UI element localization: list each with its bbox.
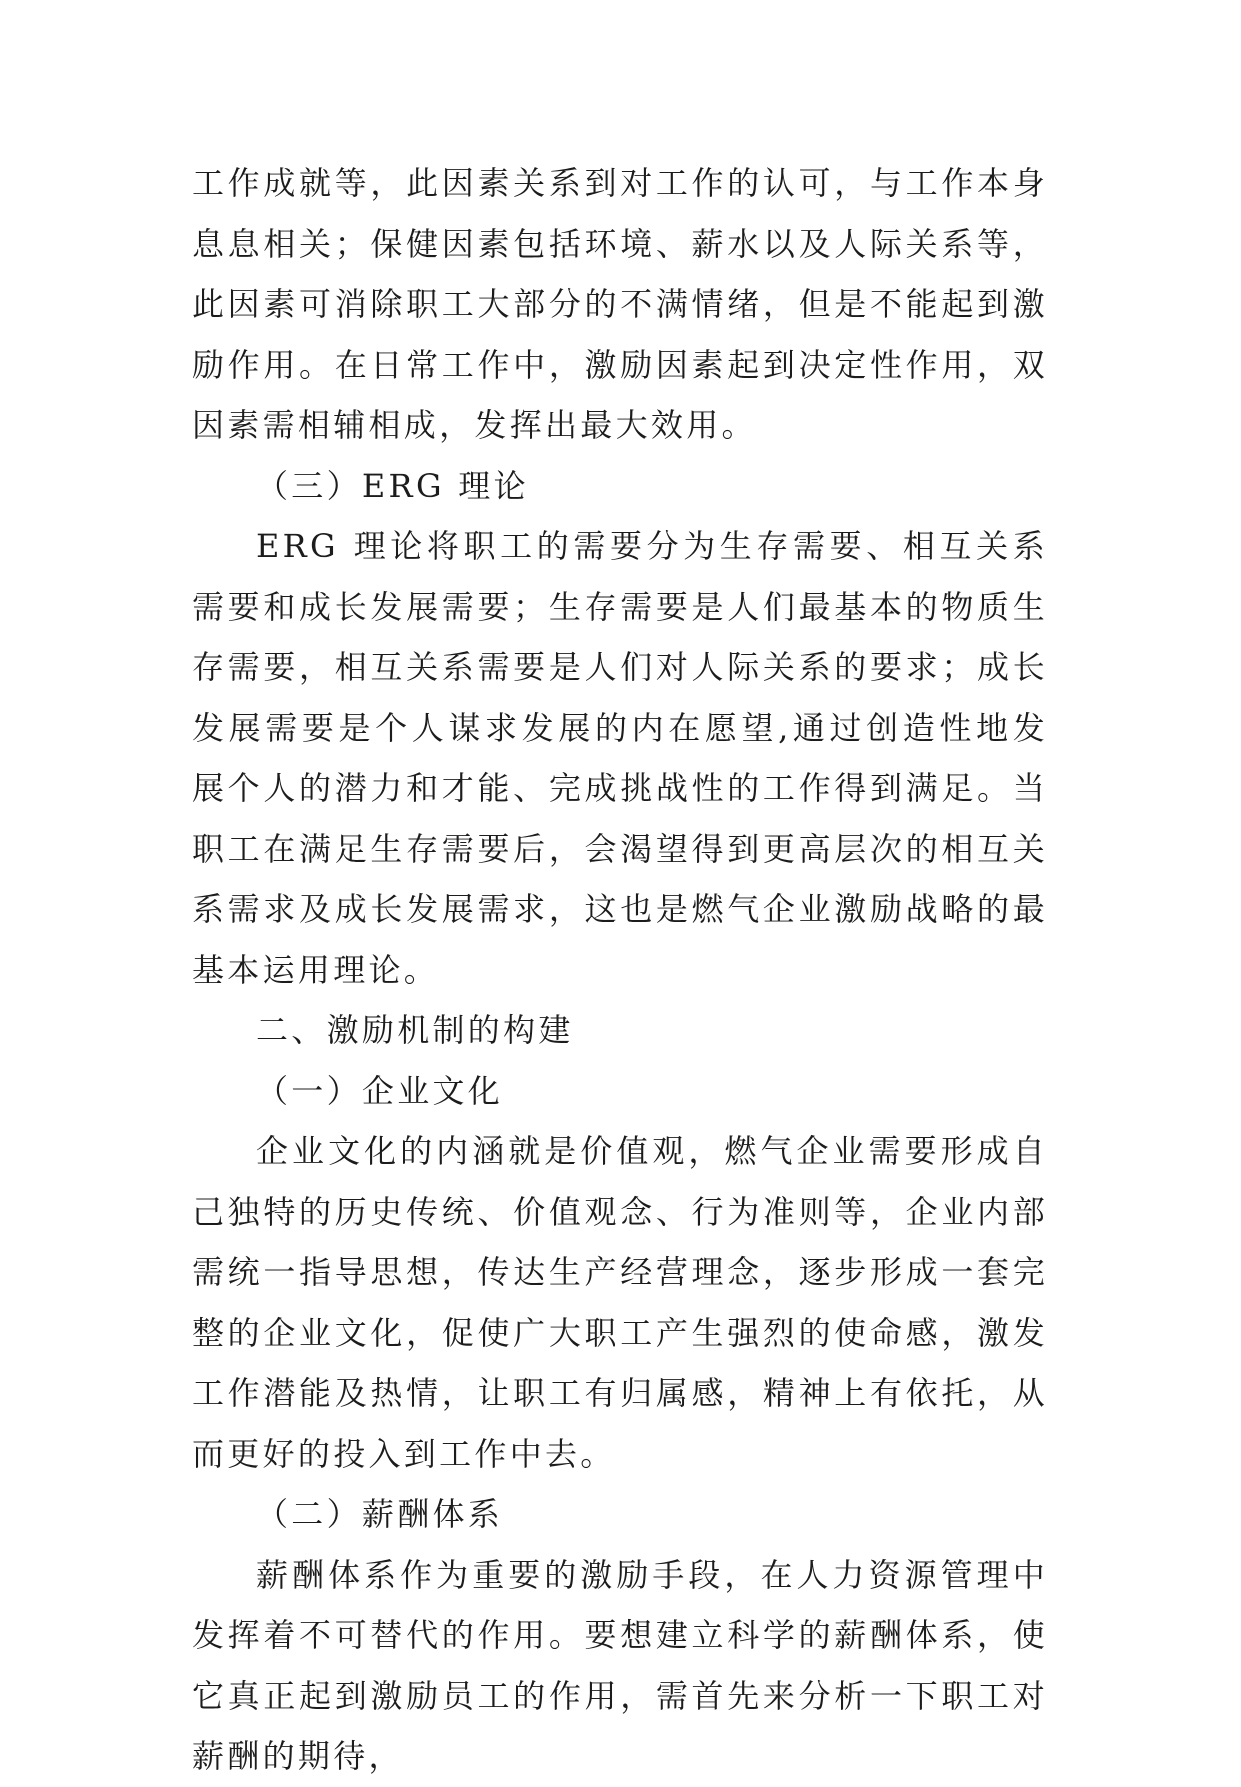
- section-heading-corporate-culture: （一）企业文化: [256, 1071, 504, 1110]
- paragraph-two-factor-continuation: 工作成就等，此因素关系到对工作的认可，与工作本身息息相关；保健因素包括环境、薪水以及人际关系等，此因素可消除职工大部分的不满情绪，但是不能起到激励作用。在日常工作中，激励因素起到决定性作用，双因素需相辅相成，发挥出最大效用。: [192, 164, 1048, 444]
- paragraph-erg-theory: ERG 理论将职工的需要分为生存需要、相互关系需要和成长发展需要；生存需要是人们最基本的物质生存需要，相互关系需要是人们对人际关系的要求；成长发展需要是个人谋求发展的内在愿望,通过创造性地发展个人的潜力和才能、完成挑战性的工作得到满足。当职工在满足生存需要后，会渴望得到更高层次的相互关系需求及成长发展需求，这也是燃气企业激励战略的最基本运用理论。: [192, 527, 1048, 989]
- paragraph-corporate-culture: 企业文化的内涵就是价值观，燃气企业需要形成自己独特的历史传统、价值观念、行为准则等，企业内部需统一指导思想，传达生产经营理念，逐步形成一套完整的企业文化，促使广大职工产生强烈的使命感，激发工作潜能及热情，让职工有归属感，精神上有依托，从而更好的投入到工作中去。: [192, 1132, 1048, 1473]
- chapter-heading-incentive-mechanism: 二、激励机制的构建: [256, 1011, 574, 1049]
- section-heading-salary-system: （二）薪酬体系: [256, 1495, 504, 1533]
- document-body: [192, 153, 1048, 1787]
- paragraph-salary-system: 薪酬体系作为重要的激励手段，在人力资源管理中发挥着不可替代的作用。要想建立科学的薪酬体系，使它真正起到激励员工的作用，需首先来分析一下职工对薪酬的期待，: [192, 1555, 1048, 1775]
- section-heading-erg-theory: （三）ERG 理论: [256, 466, 529, 505]
